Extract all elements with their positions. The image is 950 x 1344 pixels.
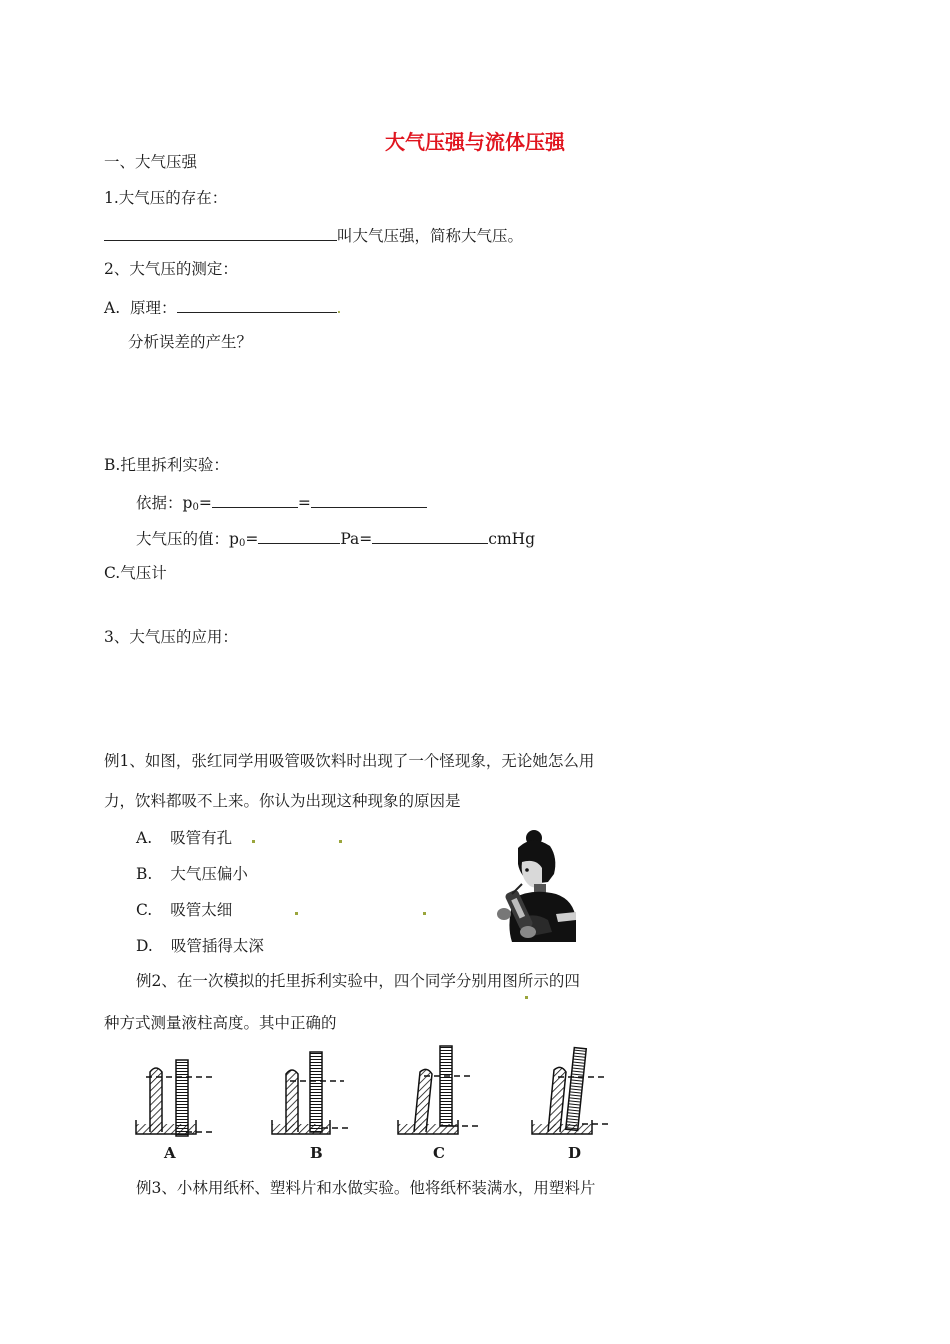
- figure-label-c: C: [433, 1144, 445, 1162]
- figure-label-b: B: [310, 1144, 323, 1162]
- item-a-line: [104, 296, 341, 318]
- option-letter: D.: [136, 937, 153, 955]
- answer-blank[interactable]: [258, 527, 340, 544]
- option-letter: A.: [136, 829, 153, 847]
- item-b-heading: B.托里拆利实验：: [104, 456, 229, 474]
- answer-blank[interactable]: [311, 491, 427, 508]
- section-heading: 一、大气压强: [104, 153, 198, 171]
- option-letter: B.: [136, 865, 153, 883]
- example-1-line-1: 例1、如图，张红同学用吸管吸饮料时出现了一个怪现象，无论她怎么用: [104, 752, 595, 770]
- option-text: 吸管太细: [170, 901, 233, 919]
- item-a-analysis: 分析误差的产生？: [128, 333, 253, 351]
- example-2-line-2: 种方式测量液柱高度。其中正确的: [104, 1014, 337, 1032]
- figure-label-a: A: [164, 1144, 176, 1162]
- subscript-zero: 0: [238, 538, 246, 549]
- example-3-line-1: 例3、小林用纸杯、塑料片和水做实验。他将纸杯装满水，用塑料片: [136, 1179, 596, 1197]
- item-a-text: 原理：: [129, 299, 177, 317]
- scan-dot: [423, 912, 426, 915]
- pa-unit: Pa=: [340, 530, 373, 548]
- item-2-heading: 2、大气压的测定：: [104, 260, 238, 278]
- item-c-text: C.气压计: [104, 564, 167, 582]
- scan-dot: [252, 840, 255, 843]
- torricelli-diagrams: [130, 1040, 630, 1140]
- scan-dot: [295, 912, 298, 915]
- cmhg-unit: cmHg: [488, 530, 536, 548]
- scan-dot: [525, 996, 528, 999]
- option-text: 大气压偏小: [170, 865, 248, 883]
- diagram-a: [136, 1060, 216, 1136]
- equals-sign: =: [198, 494, 212, 512]
- basis-label: 依据：p: [136, 494, 193, 512]
- item-a-period: .: [336, 299, 342, 317]
- option-a[interactable]: [136, 828, 232, 848]
- item-1-heading: 1.大气压的存在：: [104, 189, 228, 207]
- diagram-b: [272, 1052, 350, 1134]
- value-label: 大气压的值：p: [136, 530, 239, 548]
- answer-blank[interactable]: [104, 224, 337, 241]
- diagram-c: [398, 1046, 478, 1134]
- option-letter: C.: [136, 901, 153, 919]
- option-c[interactable]: [136, 900, 232, 920]
- option-d[interactable]: [136, 936, 264, 956]
- subscript-zero: 0: [192, 502, 199, 513]
- answer-blank[interactable]: [177, 296, 337, 313]
- page-title: 大气压强与流体压强: [385, 130, 565, 154]
- girl-drinking-illustration: [492, 828, 578, 942]
- item-b-value-line: [136, 527, 535, 554]
- item-1-suffix: 叫大气压强，简称大气压。: [337, 227, 524, 245]
- item-a-label: A.: [104, 299, 121, 317]
- equals-sign: =: [245, 530, 259, 548]
- equals-sign: =: [297, 494, 311, 512]
- item-1-fill-line: [104, 224, 523, 246]
- example-1-line-2: 力，饮料都吸不上来。你认为出现这种现象的原因是: [104, 792, 461, 810]
- item-b-basis-line: [136, 491, 427, 518]
- option-b[interactable]: [136, 864, 248, 884]
- diagram-d: [532, 1048, 610, 1134]
- scan-dot: [339, 840, 342, 843]
- figure-label-d: D: [568, 1144, 582, 1162]
- answer-blank[interactable]: [372, 527, 488, 544]
- item-3-heading: 3、大气压的应用：: [104, 628, 238, 646]
- option-text: 吸管有孔: [170, 829, 233, 847]
- option-text: 吸管插得太深: [170, 937, 264, 955]
- answer-blank[interactable]: [212, 491, 298, 508]
- example-2-line-1: 例2、在一次模拟的托里拆利实验中，四个同学分别用图所示的四: [136, 972, 580, 990]
